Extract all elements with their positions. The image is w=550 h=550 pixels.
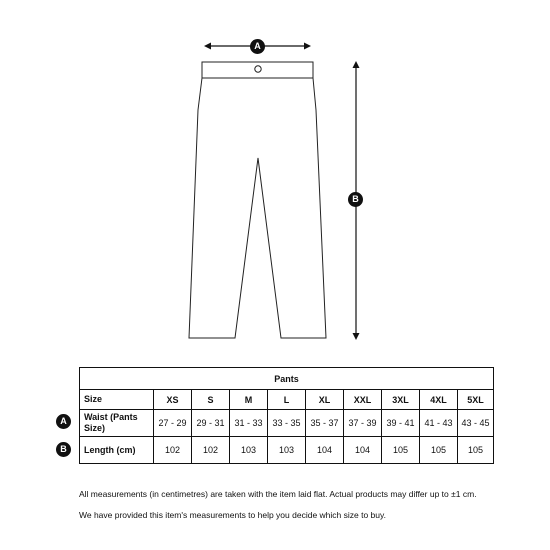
table-title-row [80,368,494,390]
table-cell: 31 - 33 [230,410,268,437]
size-chart-table [79,367,494,464]
table-cell: 41 - 43 [420,410,458,437]
measurement-note: All measurements (in centimetres) are taken with the item laid flat. Actual products may differ up to ±1 cm. [79,489,477,499]
size-m: M [230,390,268,410]
row-label-length: Length (cm) [80,437,154,464]
table-cell: 102 [192,437,230,464]
table-row-waist [80,410,494,437]
table-cell: 43 - 45 [458,410,494,437]
table-cell: 35 - 37 [306,410,344,437]
table-cell: 103 [230,437,268,464]
size-header: Size [80,390,154,410]
table-row-length [80,437,494,464]
table-cell: 29 - 31 [192,410,230,437]
row-a-marker-icon: A [56,414,71,429]
size-xxl: XXL [344,390,382,410]
table-cell: 33 - 35 [268,410,306,437]
size-3xl: 3XL [382,390,420,410]
table-cell: 102 [154,437,192,464]
marker-b-icon: B [348,192,363,207]
table-title: Pants [80,368,494,390]
table-cell: 39 - 41 [382,410,420,437]
table-cell: 104 [306,437,344,464]
size-s: S [192,390,230,410]
size-xs: XS [154,390,192,410]
size-xl: XL [306,390,344,410]
row-label-waist: Waist (Pants Size) [80,410,154,437]
table-cell: 103 [268,437,306,464]
marker-a-icon: A [250,39,265,54]
button-icon [255,66,261,72]
table-cell: 37 - 39 [344,410,382,437]
pants-outline [189,62,326,338]
table-cell: 104 [344,437,382,464]
table-cell: 105 [382,437,420,464]
row-b-marker-icon: B [56,442,71,457]
size-5xl: 5XL [458,390,494,410]
size-4xl: 4XL [420,390,458,410]
table-cell: 105 [420,437,458,464]
table-cell: 105 [458,437,494,464]
size-l: L [268,390,306,410]
table-cell: 27 - 29 [154,410,192,437]
table-header-row [80,390,494,410]
size-help-note: We have provided this item's measurements to help you decide which size to buy. [79,510,386,520]
